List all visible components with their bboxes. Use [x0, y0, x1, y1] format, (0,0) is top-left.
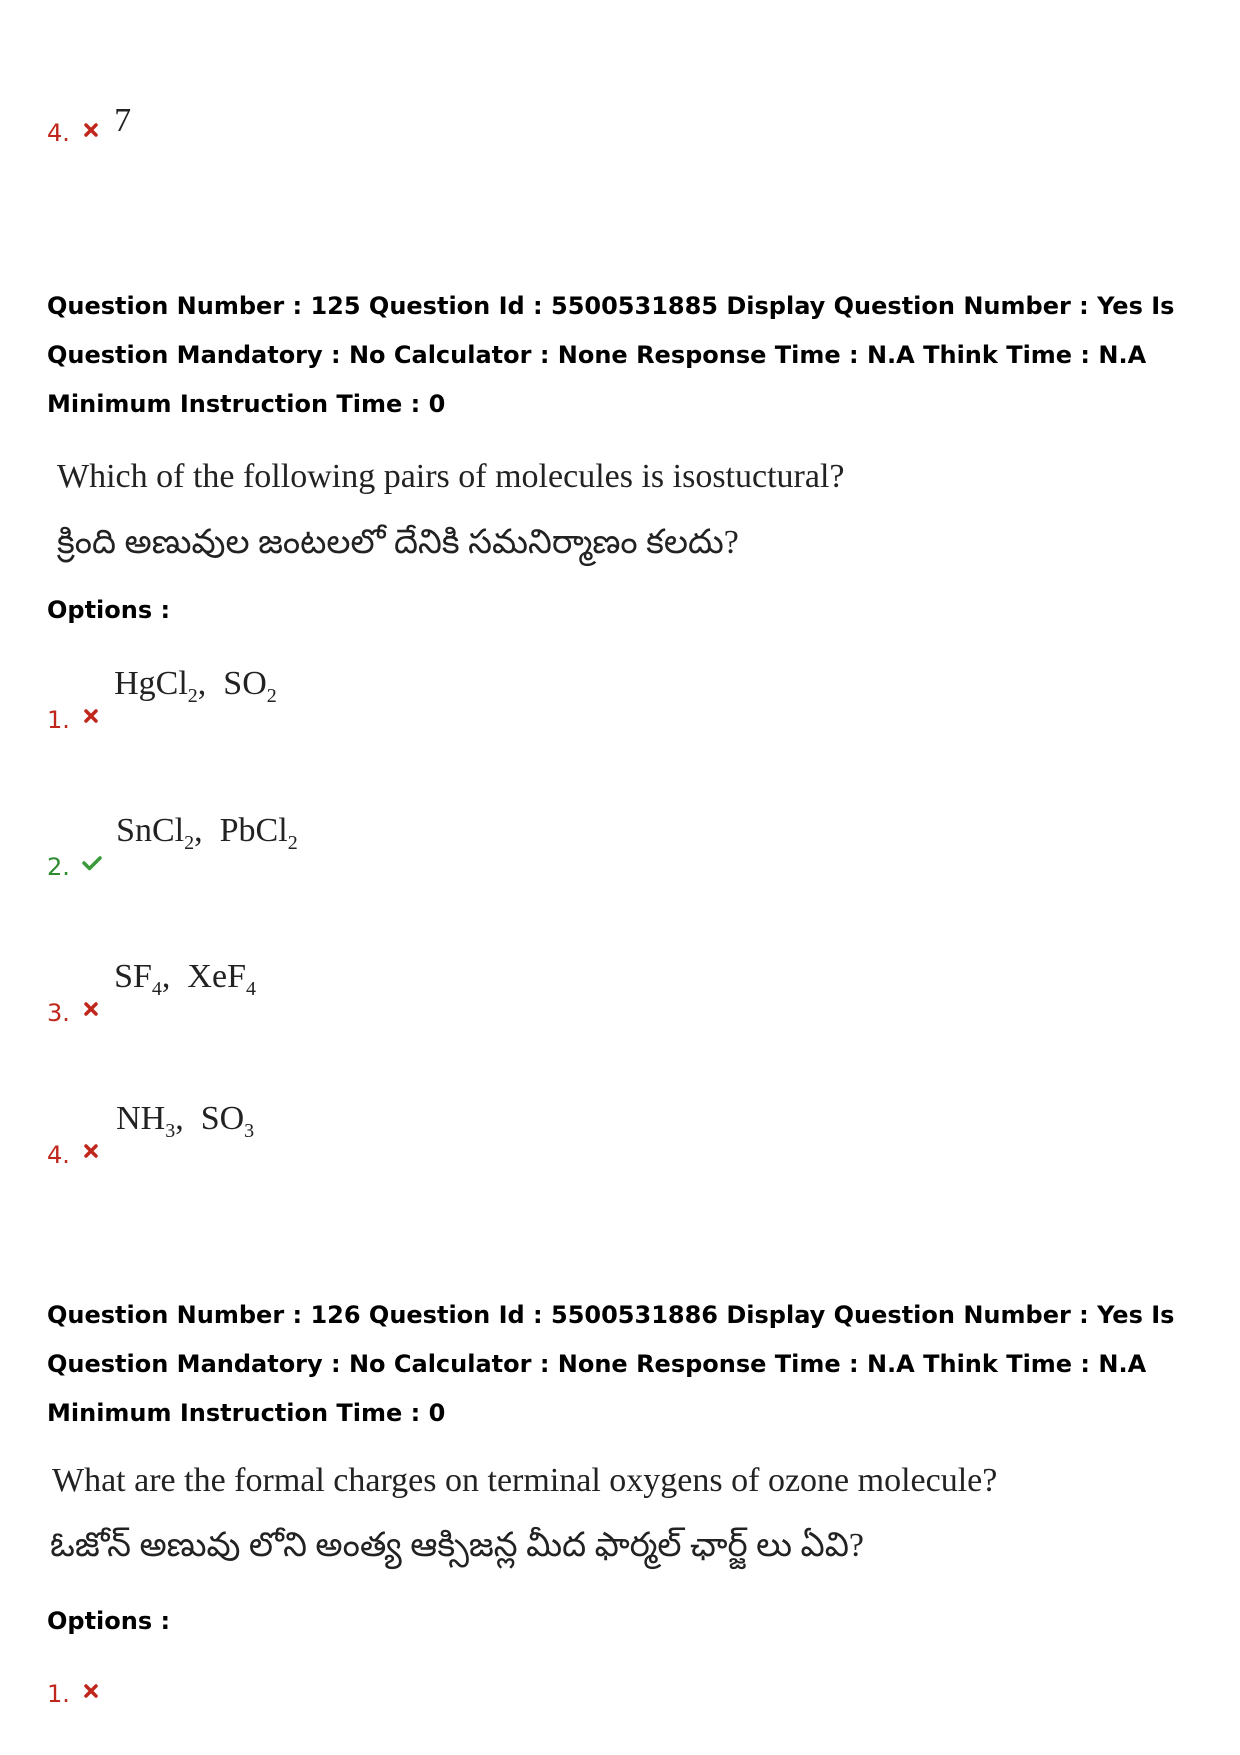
cross-icon: [83, 1683, 99, 1699]
formula-a: SF: [114, 958, 152, 995]
formula-b: SO: [223, 665, 267, 702]
prev-option-4: [47, 102, 132, 150]
subscript: 2: [287, 831, 298, 854]
formula-b: XeF: [187, 958, 246, 995]
option-formula: [114, 958, 256, 1000]
option-number: 3.: [47, 999, 70, 1027]
question-text-english: What are the formal charges on terminal oxygens of ozone molecule?: [52, 1462, 998, 1499]
formula-b: SO: [200, 1100, 245, 1137]
option-number: 1.: [47, 1680, 70, 1708]
option-3[interactable]: [47, 958, 256, 1027]
subscript: 3: [165, 1119, 176, 1142]
options-label: Options :: [47, 1607, 171, 1635]
subscript: 4: [151, 977, 162, 1000]
cross-icon: [83, 1001, 99, 1017]
question-meta: Question Number : 126 Question Id : 5500531886 Display Question Number : Yes Is Question Mandatory : No Calculator : None Response Time : N.A Think Time : N.A Minimum Instruction Time : 0: [47, 1301, 1175, 1427]
separator: ,: [197, 665, 207, 702]
formula-a: SnCl: [116, 812, 185, 849]
question-text-telugu: ఓజోన్ అణువు లోని అంత్య ఆక్సిజన్ల మీద ఫార్మల్ ఛార్జ్ లు ఏవి?: [50, 1527, 864, 1564]
subscript: 2: [187, 684, 198, 707]
options-label: Options :: [47, 596, 171, 624]
option-number: 4.: [47, 119, 70, 147]
subscript: 2: [266, 684, 277, 707]
checkmark-icon: [81, 855, 103, 871]
option-1[interactable]: [47, 665, 277, 734]
option-formula: [116, 1100, 255, 1142]
option-number: 4.: [47, 1141, 70, 1169]
separator: ,: [194, 812, 203, 849]
option-4[interactable]: [47, 1100, 255, 1169]
cross-icon: [83, 122, 99, 138]
subscript: 4: [245, 977, 256, 1000]
subscript: 3: [244, 1119, 255, 1142]
option-2[interactable]: [47, 812, 298, 881]
option-number: 2.: [47, 853, 70, 881]
option-number: 1.: [47, 706, 70, 734]
option-formula: [116, 812, 298, 854]
formula-a: NH: [116, 1100, 166, 1137]
subscript: 2: [184, 831, 195, 854]
option-formula: [114, 665, 277, 707]
option-text: 7: [114, 102, 132, 139]
cross-icon: [83, 708, 99, 724]
cross-icon: [83, 1143, 99, 1159]
question-text-telugu: క్రింది అణువుల జంటలలో దేనికి సమనిర్మాణం కలదు?: [57, 524, 739, 561]
question-meta: Question Number : 125 Question Id : 5500531885 Display Question Number : Yes Is Question Mandatory : No Calculator : None Response Time : N.A Think Time : N.A Minimum Instruction Time : 0: [47, 292, 1175, 418]
option-1[interactable]: [47, 1680, 99, 1708]
separator: ,: [175, 1100, 184, 1137]
question-text-english: Which of the following pairs of molecules is isostuctural?: [57, 458, 845, 495]
separator: ,: [161, 958, 171, 995]
formula-b: PbCl: [219, 812, 288, 849]
formula-a: HgCl: [114, 665, 188, 702]
